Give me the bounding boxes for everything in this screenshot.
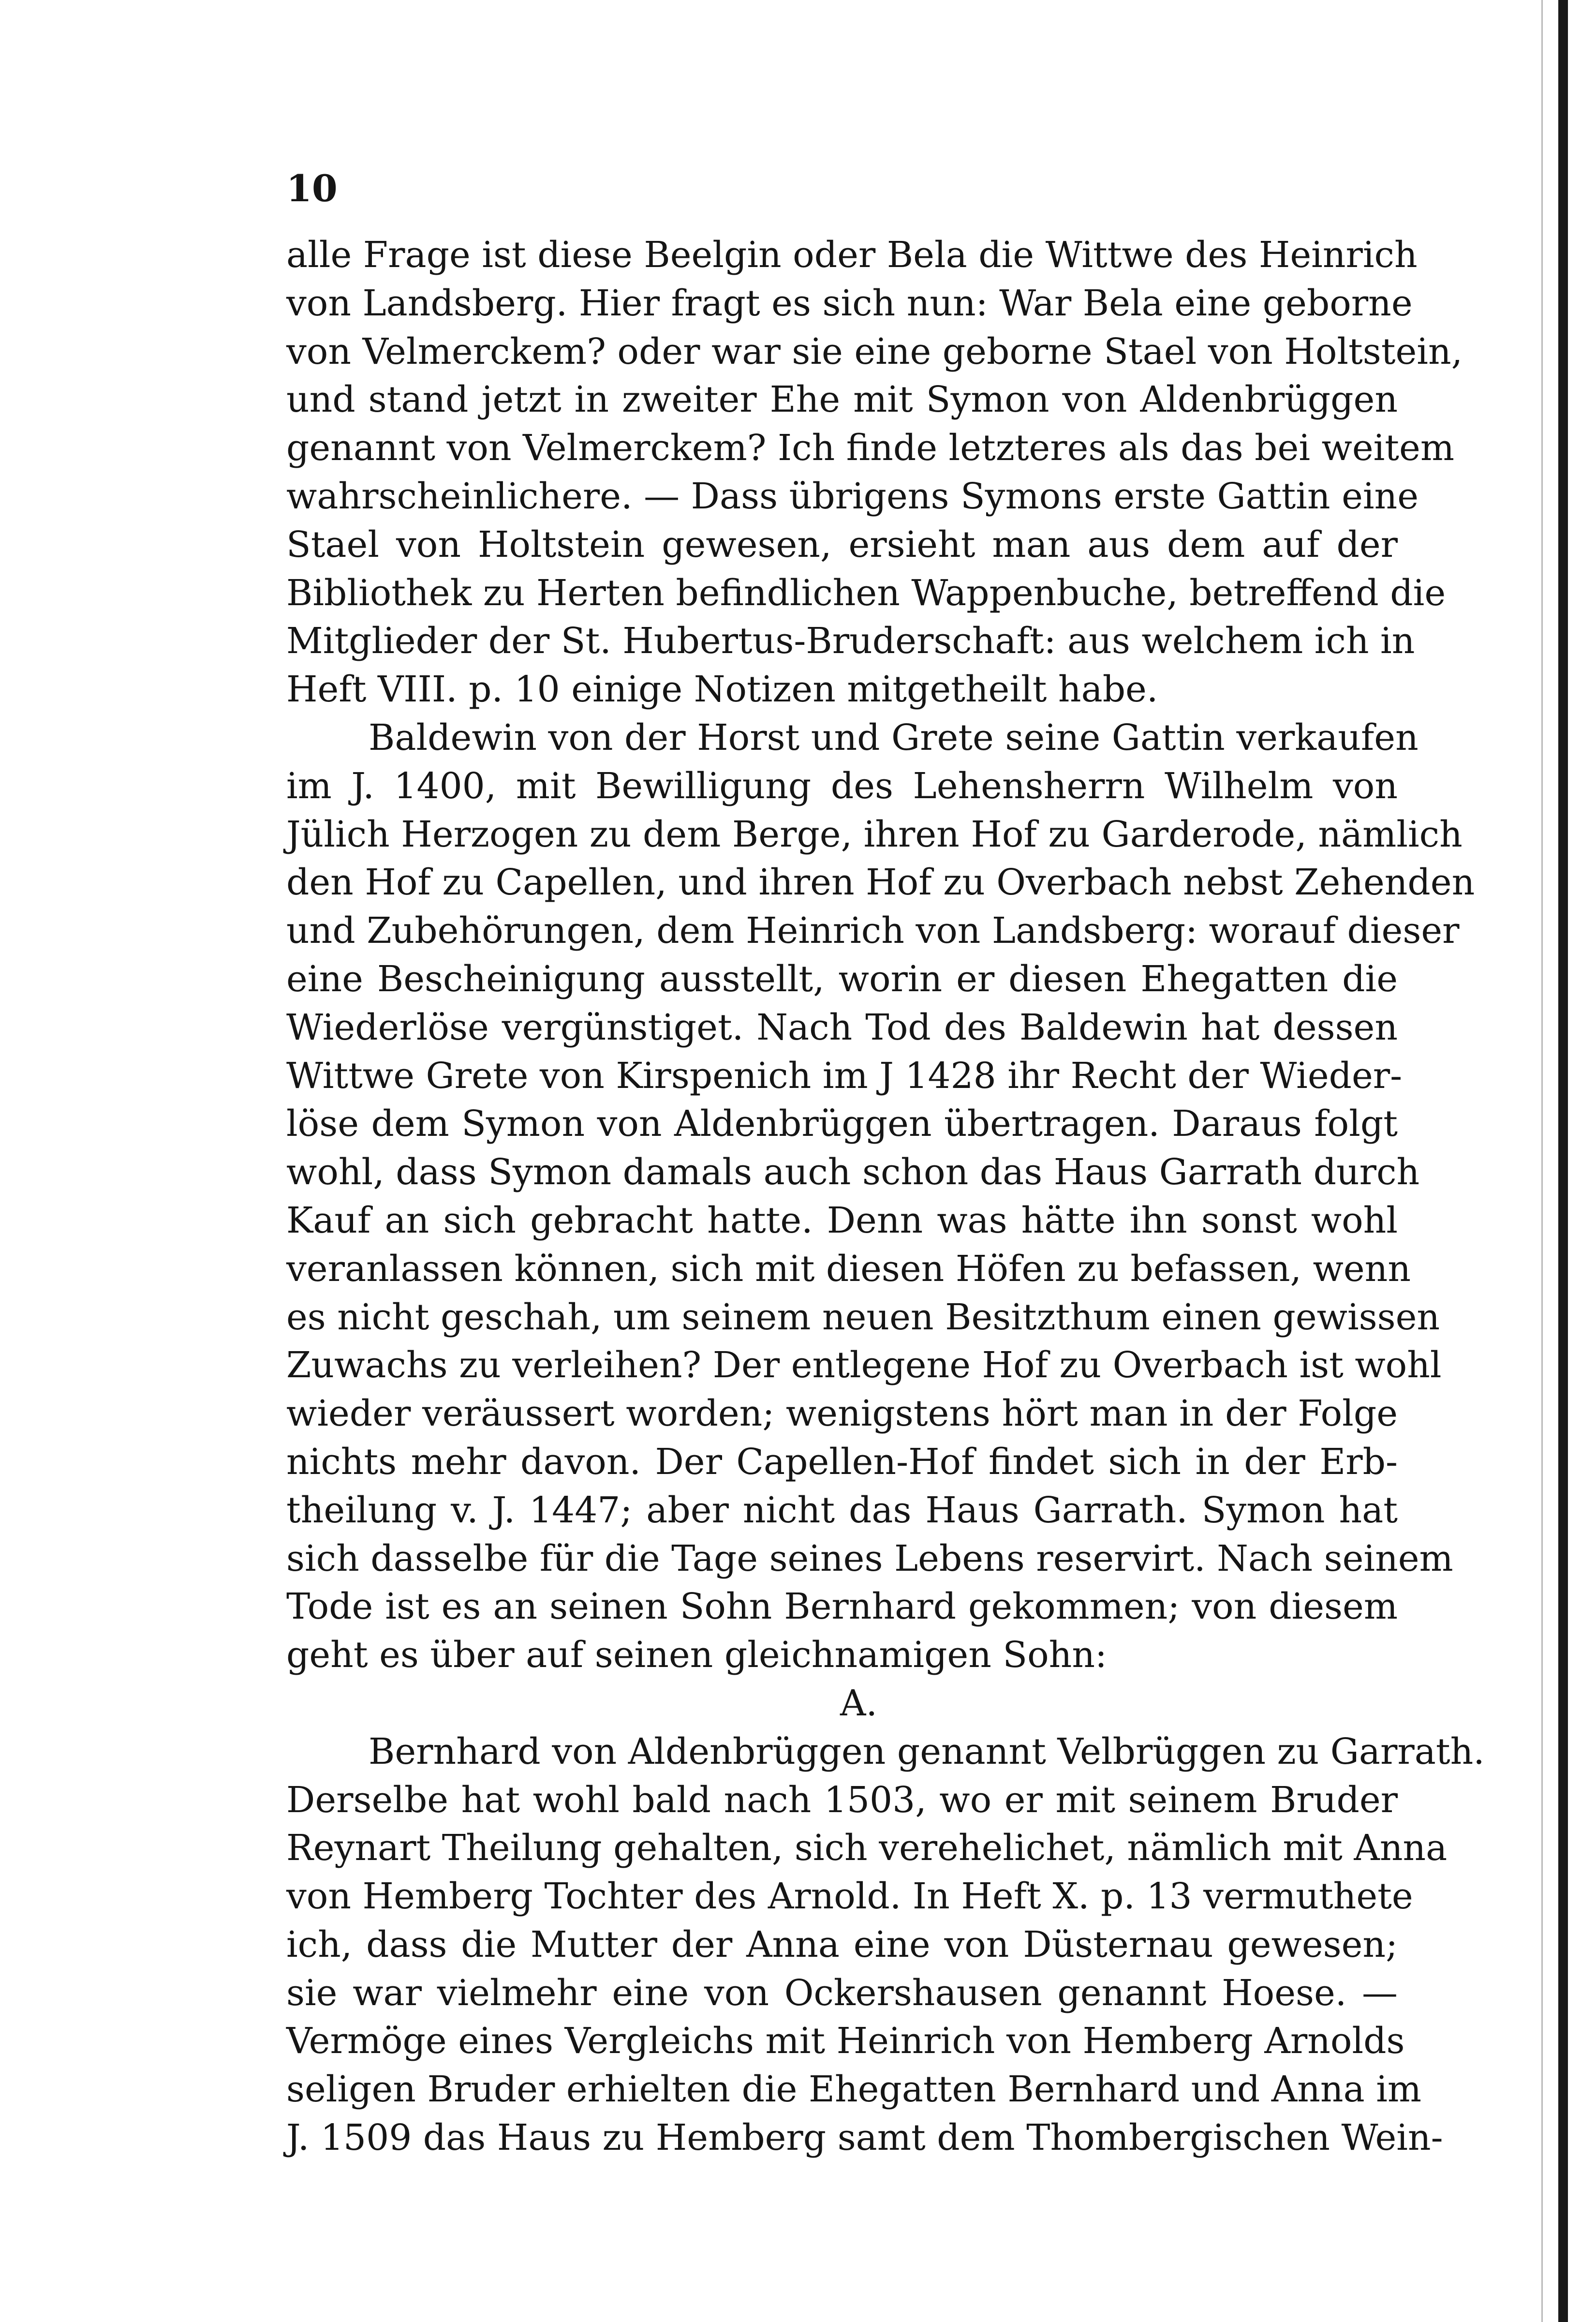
page-edge-shadow [1541, 0, 1543, 2322]
page-edge [1558, 0, 1568, 2322]
text-line: J. 1509 das Haus zu Hemberg samt dem Thombergischen Wein- [286, 2117, 1443, 2159]
text-line: Heft VIII. p. 10 einige Notizen mitgetheilt habe. [286, 669, 1158, 711]
text-line: alle Frage ist diese Beelgin oder Bela die Wittwe des Heinrich [286, 234, 1418, 276]
text-line: seligen Bruder erhielten die Ehegatten Bernhard und Anna im [286, 2069, 1422, 2111]
text-line: theilung v. J. 1447; aber nicht das Haus Garrath. Symon hat [286, 1489, 1398, 1531]
text-line: Vermöge eines Vergleichs mit Heinrich von Hemberg Arnolds [286, 2020, 1405, 2062]
text-line: Tode ist es an seinen Sohn Bernhard gekommen; von diesem [286, 1586, 1398, 1628]
text-line: wohl, dass Symon damals auch schon das Haus Garrath durch [286, 1151, 1420, 1193]
text-line: Reynart Theilung gehalten, sich verehelichet, nämlich mit Anna [286, 1827, 1448, 1869]
text-line: es nicht geschah, um seinem neuen Besitzthum einen gewissen [286, 1296, 1440, 1338]
text-line: von Landsberg. Hier fragt es sich nun: War Bela eine geborne [286, 282, 1413, 324]
text-line: wahrscheinlichere. — Dass übrigens Symons erste Gattin eine [286, 475, 1419, 517]
text-line: sich dasselbe für die Tage seines Lebens reservirt. Nach seinem [286, 1537, 1453, 1579]
text-line: und Zubehörungen, dem Heinrich von Landsberg: worauf dieser [286, 910, 1460, 952]
body-text [286, 231, 1485, 2162]
text-line: Baldewin von der Horst und Grete seine Gattin verkaufen [369, 716, 1419, 759]
text-line: Mitglieder der St. Hubertus-Bruderschaft: aus welchem ich in [286, 620, 1415, 662]
text-line: Bibliothek zu Herten befindlichen Wappenbuche, betreffend die [286, 572, 1446, 614]
text-line: veranlassen können, sich mit diesen Höfen zu befassen, wenn [286, 1248, 1411, 1290]
text-line: den Hof zu Capellen, und ihren Hof zu Overbach nebst Zehenden [286, 862, 1475, 904]
text-line: Wittwe Grete von Kirspenich im J 1428 ihr Recht der Wieder- [286, 1055, 1403, 1097]
text-line: geht es über auf seinen gleichnamigen Sohn: [286, 1634, 1107, 1676]
text-line: von Velmerckem? oder war sie eine geborne Stael von Holtstein, [286, 330, 1463, 372]
text-line: von Hemberg Tochter des Arnold. In Heft X. p. 13 vermuthete [286, 1875, 1413, 1918]
text-line: und stand jetzt in zweiter Ehe mit Symon von Aldenbrüggen [286, 379, 1398, 421]
text-line: wieder veräussert worden; wenigstens hört man in der Folge [286, 1393, 1398, 1435]
text-line: nichts mehr davon. Der Capellen-Hof findet sich in der Erb- [286, 1441, 1398, 1483]
text-line: Bernhard von Aldenbrüggen genannt Velbrüggen zu Garrath. [369, 1730, 1485, 1772]
text-line: eine Bescheinigung ausstellt, worin er diesen Ehegatten die [286, 958, 1398, 1000]
text-line: Derselbe hat wohl bald nach 1503, wo er mit seinem Bruder [286, 1779, 1398, 1821]
text-line: löse dem Symon von Aldenbrüggen übertragen. Daraus folgt [286, 1103, 1398, 1145]
text-line: genannt von Velmerckem? Ich finde letzteres als das bei weitem [286, 427, 1455, 469]
text-line: im J. 1400, mit Bewilligung des Lehensherrn Wilhelm von [286, 765, 1398, 807]
text-line: Zuwachs zu verleihen? Der entlegene Hof zu Overbach ist wohl [286, 1344, 1442, 1386]
text-line: sie war vielmehr eine von Ockershausen genannt Hoese. — [286, 1972, 1398, 2014]
page-number: 10 [286, 167, 338, 210]
text-line: Kauf an sich gebracht hatte. Denn was hätte ihn sonst wohl [286, 1199, 1398, 1241]
text-line: Wiederlöse vergünstiget. Nach Tod des Baldewin hat dessen [286, 1006, 1398, 1048]
text-line: Stael von Holtstein gewesen, ersieht man aus dem auf der [286, 523, 1398, 566]
text-line: ich, dass die Mutter der Anna eine von Düsternau gewesen; [286, 1923, 1398, 1965]
section-heading: A. [840, 1682, 877, 1724]
text-line: Jülich Herzogen zu dem Berge, ihren Hof zu Garderode, nämlich [286, 813, 1463, 855]
